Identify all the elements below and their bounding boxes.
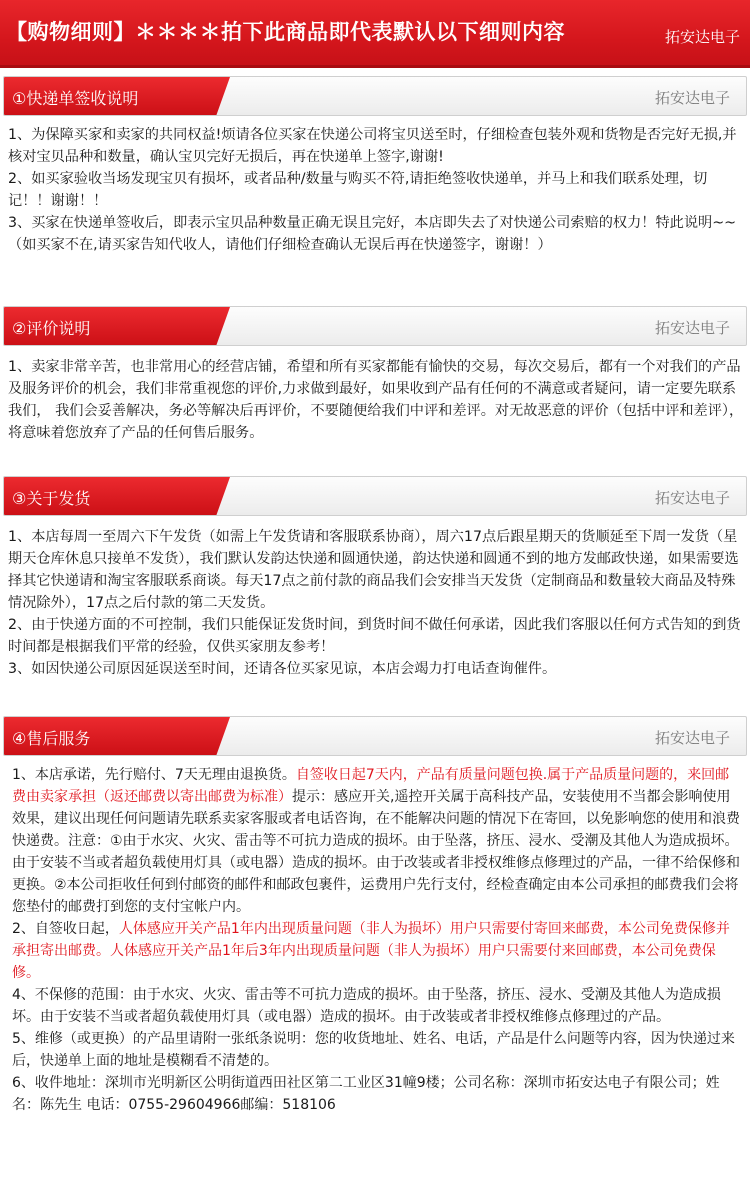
section-brand: 拓安达电子 bbox=[654, 319, 730, 337]
list-item: 3、如因快递公司原因延误送至时间，还请各位买家见谅，本店会竭力打电话查询催件。 bbox=[8, 661, 557, 677]
highlight-text: 自签收日起7天内，产品有质量问题包换.属于产品质量问题的，来回邮费由卖家承担（返还邮费以寄出邮费为标准） bbox=[12, 767, 730, 805]
list-item bbox=[12, 764, 742, 918]
section-title: ①快递单签收说明 bbox=[12, 89, 139, 108]
section-title: ④售后服务 bbox=[12, 729, 91, 748]
item-text: 1、本店承诺，先行赔付、7天无理由退换货。 bbox=[12, 767, 296, 783]
section-brand: 拓安达电子 bbox=[654, 729, 730, 747]
highlight-text: 人体感应开关产品1年内出现质量问题（非人为损坏）用户只需要付寄回来邮费，本公司免费保修并承担寄出邮费。人体感应开关产品1年后3年内出现质量问题（非人为损坏）用户只需要付来回邮费，本公司免费保修。 bbox=[12, 921, 730, 981]
section-header-review bbox=[3, 306, 747, 346]
list-item: 6、收件地址：深圳市光明新区公明街道西田社区第二工业区31幢9楼；公司名称：深圳市拓安达电子有限公司；姓名：陈先生 电话：0755-29604966邮编：518106 bbox=[12, 1075, 720, 1113]
list-item: 1、本店每周一至周六下午发货（如需上午发货请和客服联系协商），周六17点后跟星期天的货顺延至下周一发货（星期天仓库休息只接单不发货），我们默认发韵达快递和圆通快递，韵达快递和圆通不到的地方发邮政快递，如果需要选择其它快递请和淘宝客服联系商谈。每天17点之前付款的商品我们会安排当天发货（定制商品和数量较大商品及特殊情况除外），17点之后付款的第二天发货。 bbox=[8, 529, 739, 611]
banner-rule bbox=[0, 65, 750, 68]
section-header-shipping bbox=[3, 476, 747, 516]
item-text: 提示：感应开关,遥控开关属于高科技产品，安装使用不当都会影响使用效果，建议出现任何问题请先联系卖家客服或者电话咨询，在不能解决问题的情况下在寄回，以免影响您的使用和浪费快递费。注意：①由于水灾、火灾、雷击等不可抗力造成的损坏。由于坠落，挤压、浸水、受潮及其他人为造成损坏。由于安装不当或者超负载使用灯具（或电器）造成的损坏。由于改装或者非授权维修点修理过的产品，一律不给保修和更换。②本公司拒收任何到付邮资的邮件和邮政包裹件，运费用户先行支付，经检查确定由本公司承担的邮费我们会将您垫付的邮费打到您的支付宝帐户内。 bbox=[12, 789, 740, 915]
list-item: 1、为保障买家和卖家的共同权益!烦请各位买家在快递公司将宝贝送至时，仔细检查包装外观和货物是否完好无损,并核对宝贝品种和数量，确认宝贝完好无损后，再在快递单上签字,谢谢! bbox=[8, 127, 737, 165]
list-item: 2、如买家验收当场发现宝贝有损坏，或者品种/数量与购买不符,请拒绝签收快递单，并马上和我们联系处理，切记！！谢谢！！ bbox=[8, 171, 708, 209]
section-brand: 拓安达电子 bbox=[654, 489, 730, 507]
section-header-aftersales bbox=[3, 716, 747, 756]
list-item bbox=[12, 918, 742, 984]
section-body-shipping bbox=[8, 526, 746, 680]
section-header-receipt bbox=[3, 76, 747, 116]
list-item: 4、不保修的范围：由于水灾、火灾、雷击等不可抗力造成的损坏。由于坠落，挤压、浸水、受潮及其他人为造成损坏。由于安装不当或者超负载使用灯具（或电器）造成的损坏。由于改装或者非授权维修点修理过的产品。 bbox=[12, 987, 721, 1025]
banner-brand: 拓安达电子 bbox=[664, 28, 740, 46]
list-item: 3、买家在快递单签收后，即表示宝贝品种数量正确无误且完好，本店即失去了对快递公司索赔的权力！特此说明~~（如买家不在,请买家告知代收人，请他们仔细检查确认无误后再在快递签字，谢谢！） bbox=[8, 215, 736, 253]
top-banner bbox=[0, 0, 750, 68]
section-title: ②评价说明 bbox=[12, 319, 91, 338]
list-item: 2、由于快递方面的不可控制，我们只能保证发货时间，到货时间不做任何承诺，因此我们客服以任何方式告知的到货时间都是根据我们平常的经验，仅供买家朋友参考！ bbox=[8, 617, 741, 655]
section-body-receipt bbox=[8, 124, 746, 256]
section-body-review bbox=[8, 356, 746, 444]
section-brand: 拓安达电子 bbox=[654, 89, 730, 107]
section-title: ③关于发货 bbox=[12, 489, 91, 508]
section-body-aftersales bbox=[12, 764, 742, 1116]
item-text: 2、自签收日起， bbox=[12, 921, 119, 937]
list-item: 5、维修（或更换）的产品里请附一张纸条说明：您的收货地址、姓名、电话，产品是什么问题等内容，因为快递过来后，快递单上面的地址是模糊看不清楚的。 bbox=[12, 1031, 735, 1069]
banner-title: 【购物细则】＊＊＊＊拍下此商品即代表默认以下细则内容 bbox=[6, 20, 565, 44]
list-item: 1、卖家非常辛苦，也非常用心的经营店铺，希望和所有买家都能有愉快的交易，每次交易后，都有一个对我们的产品及服务评价的机会，我们非常重视您的评价,力求做到最好，如果收到产品有任何的不满意或者疑问，请一定要先联系我们， 我们会妥善解决，务必等解决后再评价，不要随便给我们中评和差评。对无故恶意的评价（包括中评和差评），将意味着您放弃了产品的任何售后服务。 bbox=[8, 359, 744, 441]
